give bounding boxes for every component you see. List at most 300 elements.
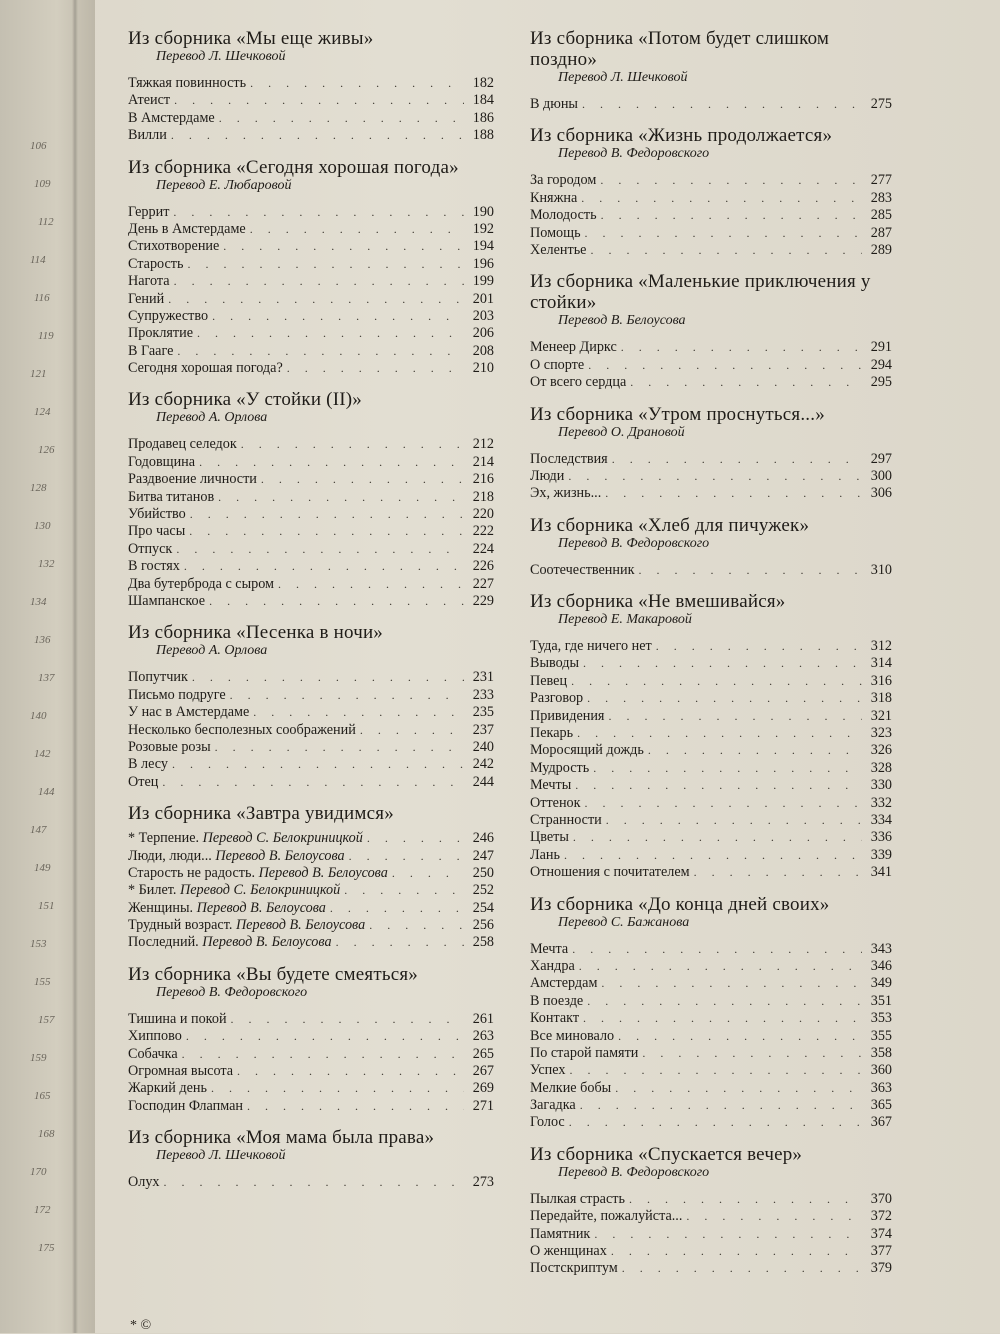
entry-title: Стихотворение bbox=[128, 238, 220, 255]
toc-section bbox=[530, 271, 892, 391]
entry-title: Постскриптум bbox=[530, 1260, 618, 1277]
entry-title: Попутчик bbox=[128, 669, 188, 686]
section-title: Из сборника «До конца дней своих» bbox=[530, 893, 830, 915]
toc-entry[interactable] bbox=[128, 221, 494, 238]
page-number: 256 bbox=[472, 917, 494, 934]
entry-title: Передайте, пожалуйста... bbox=[530, 1208, 683, 1225]
entry-title: Нагота bbox=[128, 273, 170, 290]
toc-entry[interactable] bbox=[530, 1010, 892, 1027]
page-number: 247 bbox=[472, 847, 494, 864]
toc-section bbox=[530, 591, 892, 881]
dot-leader bbox=[173, 204, 464, 221]
facing-page-number: 121 bbox=[30, 368, 47, 380]
entry-translator: Перевод С. Белокриницкой bbox=[202, 830, 363, 847]
dot-leader bbox=[174, 273, 464, 290]
toc-entry[interactable] bbox=[128, 360, 494, 377]
toc-entry[interactable] bbox=[530, 190, 892, 207]
entry-title: Старость bbox=[128, 255, 184, 272]
toc-entry[interactable] bbox=[530, 690, 892, 707]
dot-leader bbox=[572, 941, 862, 958]
dot-leader bbox=[622, 1260, 862, 1277]
toc-entry[interactable] bbox=[128, 110, 494, 127]
toc-entry[interactable] bbox=[530, 673, 892, 690]
entry-title: Шампанское bbox=[128, 592, 206, 609]
page-number: 199 bbox=[472, 273, 494, 290]
section-translator: Перевод Л. Шечковой bbox=[558, 70, 688, 85]
dot-leader bbox=[197, 325, 464, 342]
page-number: 330 bbox=[870, 777, 892, 794]
entry-title: В Гааге bbox=[128, 342, 174, 359]
entry-translator: Перевод В. Белоусова bbox=[202, 934, 332, 951]
entry-title: Эх, жизнь... bbox=[530, 485, 602, 502]
toc-entry[interactable] bbox=[128, 882, 494, 899]
dot-leader bbox=[211, 1080, 464, 1097]
page-number: 269 bbox=[472, 1080, 494, 1097]
entry-title: За городом bbox=[530, 172, 597, 189]
facing-page-number: 155 bbox=[34, 976, 51, 988]
entry-title: Письмо подруге bbox=[128, 686, 226, 703]
toc-entry[interactable] bbox=[128, 576, 494, 593]
page-fold-shadow bbox=[72, 0, 78, 1333]
dot-leader bbox=[642, 1045, 862, 1062]
facing-page-number: 132 bbox=[38, 558, 55, 570]
facing-page-number: 119 bbox=[38, 330, 54, 342]
toc-entry[interactable] bbox=[128, 1046, 494, 1063]
page-number: 334 bbox=[870, 811, 892, 828]
dot-leader bbox=[581, 190, 862, 207]
dot-leader bbox=[585, 225, 862, 242]
entry-title: В поезде bbox=[530, 992, 584, 1009]
dot-leader bbox=[199, 454, 464, 471]
toc-entry[interactable] bbox=[530, 374, 892, 391]
section-translator: Перевод Л. Шечковой bbox=[156, 49, 286, 64]
toc-entry[interactable] bbox=[530, 485, 892, 502]
toc-entry[interactable] bbox=[530, 1260, 892, 1277]
toc-entry[interactable] bbox=[128, 1011, 494, 1028]
page-number: 222 bbox=[472, 523, 494, 540]
toc-entry[interactable] bbox=[128, 471, 494, 488]
page-number: 310 bbox=[870, 561, 892, 578]
entry-translator: Перевод С. Белокриницкой bbox=[179, 882, 341, 899]
dot-leader bbox=[187, 256, 464, 273]
entry-title: Хандра bbox=[530, 957, 575, 974]
toc-entry[interactable] bbox=[128, 934, 494, 951]
entry-title: Атеист bbox=[128, 92, 171, 109]
entry-title: В Амстердаме bbox=[128, 109, 215, 126]
toc-entry[interactable] bbox=[530, 864, 892, 881]
dot-leader bbox=[564, 847, 862, 864]
section-translator: Перевод В. Федоровского bbox=[156, 984, 308, 1000]
toc-entry[interactable] bbox=[530, 1062, 892, 1079]
page-number: 379 bbox=[870, 1260, 892, 1277]
toc-section bbox=[530, 515, 892, 579]
dot-leader bbox=[184, 558, 464, 575]
entry-title: Помощь bbox=[530, 224, 581, 241]
section-translator: Перевод Л. Шечковой bbox=[156, 1148, 286, 1164]
toc-entry[interactable] bbox=[128, 704, 494, 721]
dot-leader bbox=[241, 436, 464, 453]
toc-entry[interactable] bbox=[128, 273, 494, 290]
facing-page-number: 106 bbox=[30, 140, 47, 152]
entry-title: Супружество bbox=[128, 307, 209, 324]
toc-entry[interactable] bbox=[530, 1080, 892, 1097]
dot-leader bbox=[608, 708, 862, 725]
toc-entry[interactable] bbox=[530, 339, 892, 356]
dot-leader bbox=[164, 1174, 464, 1191]
footnote-mark: * © bbox=[130, 1318, 152, 1333]
dot-leader bbox=[223, 238, 464, 255]
entry-title: * Терпение. Перевод С. Белокриницкой bbox=[128, 830, 363, 847]
toc-entry[interactable] bbox=[530, 975, 892, 992]
toc-entry[interactable] bbox=[530, 357, 892, 374]
entry-title: Амстердам bbox=[530, 975, 598, 992]
page-number: 285 bbox=[870, 207, 892, 224]
page-number: 201 bbox=[472, 290, 494, 307]
dot-leader bbox=[601, 207, 862, 224]
dot-leader bbox=[629, 1191, 862, 1208]
toc-entry[interactable] bbox=[128, 291, 494, 308]
toc-entry[interactable] bbox=[128, 204, 494, 221]
entry-title: Гений bbox=[128, 290, 165, 307]
toc-entry[interactable] bbox=[530, 708, 892, 725]
toc-entry[interactable] bbox=[530, 207, 892, 224]
toc-entry[interactable] bbox=[128, 92, 494, 109]
page-number: 339 bbox=[870, 846, 892, 863]
dot-leader bbox=[569, 1062, 862, 1079]
page-number: 242 bbox=[472, 756, 494, 773]
section-translator: Перевод В. Белоусова bbox=[558, 313, 686, 329]
entry-title: Туда, где ничего нет bbox=[530, 638, 652, 655]
toc-entry[interactable] bbox=[530, 1045, 892, 1062]
dot-leader bbox=[171, 127, 464, 144]
section-title: Из сборника «Маленькие приключения у стойки» bbox=[530, 271, 871, 314]
toc-entry[interactable] bbox=[128, 865, 494, 882]
page-number: 210 bbox=[472, 360, 494, 377]
toc-entry[interactable] bbox=[128, 1063, 494, 1080]
toc-entry[interactable] bbox=[530, 958, 892, 975]
page-number: 365 bbox=[870, 1097, 892, 1114]
section-translator: Перевод О. Драновой bbox=[558, 424, 685, 440]
toc-entry[interactable] bbox=[128, 1028, 494, 1045]
entry-title: Отношения с почитателем bbox=[530, 864, 690, 881]
page-number: 182 bbox=[472, 75, 494, 91]
toc-entry[interactable] bbox=[530, 96, 892, 113]
section-translator: Перевод А. Орлова bbox=[156, 643, 268, 659]
section-translator: Перевод В. Федоровского bbox=[558, 1164, 710, 1180]
facing-page-number: 159 bbox=[30, 1052, 47, 1064]
entry-title: Трудный возраст. Перевод В. Белоусова bbox=[128, 917, 366, 934]
entry-title: Сегодня хорошая погода? bbox=[128, 360, 283, 377]
page-number: 194 bbox=[472, 238, 494, 255]
toc-section bbox=[128, 157, 494, 378]
section-translator: Перевод В. Федоровского bbox=[558, 146, 710, 162]
toc-entry[interactable] bbox=[128, 830, 494, 847]
entry-title: День в Амстердаме bbox=[128, 220, 246, 237]
entry-title: Тяжкая повинность bbox=[128, 75, 247, 91]
entry-translator: Перевод В. Белоусова bbox=[215, 847, 345, 864]
entry-title: Выводы bbox=[530, 655, 580, 672]
toc-entry[interactable] bbox=[128, 506, 494, 523]
toc-entry[interactable] bbox=[530, 1208, 892, 1225]
toc-entry[interactable] bbox=[128, 739, 494, 756]
page-number: 287 bbox=[870, 224, 892, 241]
toc-entry[interactable] bbox=[530, 562, 892, 579]
toc-section bbox=[530, 894, 892, 1132]
page-number: 244 bbox=[472, 773, 494, 790]
toc-entry[interactable] bbox=[530, 468, 892, 485]
entry-title: * Билет. Перевод С. Белокриницкой bbox=[128, 882, 341, 899]
toc-entry[interactable] bbox=[128, 127, 494, 144]
toc-entry[interactable] bbox=[530, 777, 892, 794]
toc-entry[interactable] bbox=[128, 308, 494, 325]
toc-entry[interactable] bbox=[530, 993, 892, 1010]
facing-page-number: 147 bbox=[30, 824, 47, 836]
dot-leader bbox=[577, 725, 862, 742]
facing-page-number: 172 bbox=[34, 1204, 51, 1216]
facing-page-gutter bbox=[0, 0, 95, 1333]
page-number: 318 bbox=[870, 690, 892, 707]
page-number: 372 bbox=[870, 1208, 892, 1225]
toc-entry[interactable] bbox=[530, 655, 892, 672]
entry-translator: Перевод В. Белоусова bbox=[196, 899, 326, 916]
entry-title: Мелкие бобы bbox=[530, 1079, 612, 1096]
toc-entry[interactable] bbox=[530, 760, 892, 777]
section-title: Из сборника «Мы еще живы» bbox=[128, 28, 374, 49]
entry-title: Собачка bbox=[128, 1045, 178, 1062]
dot-leader bbox=[250, 75, 464, 92]
dot-leader bbox=[250, 221, 464, 238]
dot-leader bbox=[189, 523, 464, 540]
facing-page-number: 109 bbox=[34, 178, 51, 190]
dot-leader bbox=[638, 562, 862, 579]
entry-title: Лань bbox=[530, 846, 560, 863]
toc-entry[interactable] bbox=[530, 638, 892, 655]
toc-entry[interactable] bbox=[530, 812, 892, 829]
dot-leader bbox=[212, 308, 464, 325]
dot-leader bbox=[601, 975, 862, 992]
entry-title: Загадка bbox=[530, 1097, 576, 1114]
toc-entry[interactable] bbox=[128, 256, 494, 273]
section-title: Из сборника «Сегодня хорошая погода» bbox=[128, 156, 459, 178]
toc-entry[interactable] bbox=[128, 1098, 494, 1115]
section-title: Из сборника «Утром проснуться...» bbox=[530, 403, 825, 425]
page-number: 316 bbox=[870, 672, 892, 689]
entry-translator: Перевод В. Белоусова bbox=[258, 864, 388, 881]
entry-title: В лесу bbox=[128, 756, 168, 773]
page-number: 336 bbox=[870, 829, 892, 846]
toc-entry[interactable] bbox=[128, 593, 494, 610]
toc-entry[interactable] bbox=[128, 756, 494, 773]
entry-title: Люди bbox=[530, 467, 565, 484]
toc-entry[interactable] bbox=[530, 941, 892, 958]
toc-entry[interactable] bbox=[128, 687, 494, 704]
toc-entry[interactable] bbox=[530, 1097, 892, 1114]
toc-entry[interactable] bbox=[128, 848, 494, 865]
entry-title: О спорте bbox=[530, 356, 585, 373]
entry-title: Последствия bbox=[530, 450, 608, 467]
page-number: 218 bbox=[472, 488, 494, 505]
toc-entry[interactable] bbox=[128, 343, 494, 360]
section-title: Из сборника «Потом будет слишком поздно» bbox=[530, 28, 830, 70]
toc-section bbox=[128, 389, 494, 610]
dot-leader bbox=[605, 485, 862, 502]
entry-title: В дюны bbox=[530, 96, 578, 112]
page-number: 240 bbox=[472, 738, 494, 755]
toc-entry[interactable] bbox=[530, 1243, 892, 1260]
page-number: 343 bbox=[870, 940, 892, 957]
dot-leader bbox=[344, 882, 464, 899]
toc-entry[interactable] bbox=[530, 1226, 892, 1243]
toc-entry[interactable] bbox=[128, 722, 494, 739]
entry-title: Люди, люди... Перевод В. Белоусова bbox=[128, 847, 345, 864]
page-number: 258 bbox=[472, 934, 494, 951]
page-number: 358 bbox=[870, 1044, 892, 1061]
dot-leader bbox=[606, 812, 862, 829]
page-number: 332 bbox=[870, 794, 892, 811]
dot-leader bbox=[571, 673, 862, 690]
entry-title: Странности bbox=[530, 811, 602, 828]
dot-leader bbox=[219, 110, 464, 127]
entry-title: Годовщина bbox=[128, 453, 196, 470]
dot-leader bbox=[230, 687, 464, 704]
page-number: 326 bbox=[870, 742, 892, 759]
entry-title: Тишина и покой bbox=[128, 1010, 227, 1027]
facing-page-number: 126 bbox=[38, 444, 55, 456]
page-number: 283 bbox=[870, 189, 892, 206]
toc-entry[interactable] bbox=[128, 1174, 494, 1191]
page-number: 196 bbox=[472, 255, 494, 272]
toc-entry[interactable] bbox=[128, 1080, 494, 1097]
section-translator: Перевод Е. Макаровой bbox=[558, 612, 692, 628]
page-number: 208 bbox=[472, 342, 494, 359]
page-number: 265 bbox=[472, 1045, 494, 1062]
facing-page-number: 134 bbox=[30, 596, 47, 608]
toc-entry[interactable] bbox=[128, 436, 494, 453]
dot-leader bbox=[287, 360, 464, 377]
page-number: 184 bbox=[472, 92, 494, 109]
page-number: 289 bbox=[870, 241, 892, 258]
toc-section bbox=[128, 964, 494, 1115]
page-number: 229 bbox=[472, 592, 494, 609]
page-number: 220 bbox=[472, 506, 494, 523]
section-title: Из сборника «Жизнь продолжается» bbox=[530, 125, 833, 147]
toc-entry[interactable] bbox=[128, 917, 494, 934]
toc-entry[interactable] bbox=[530, 242, 892, 259]
entry-title: Привидения bbox=[530, 707, 605, 724]
page-number: 188 bbox=[472, 127, 494, 144]
page-number: 233 bbox=[472, 686, 494, 703]
page-number: 250 bbox=[472, 864, 494, 881]
section-title: Из сборника «Вы будете смеяться» bbox=[128, 963, 418, 985]
facing-page-number: 170 bbox=[30, 1166, 47, 1178]
toc-entry[interactable] bbox=[128, 900, 494, 917]
entry-title: Мечта bbox=[530, 940, 569, 957]
entry-title: О женщинах bbox=[530, 1243, 607, 1260]
entry-title: Старость не радость. Перевод В. Белоусова bbox=[128, 864, 388, 881]
dot-leader bbox=[336, 934, 464, 951]
page-number: 273 bbox=[472, 1174, 494, 1191]
section-title: Из сборника «У стойки (II)» bbox=[128, 389, 362, 411]
page-number: 297 bbox=[870, 450, 892, 467]
toc-entry[interactable] bbox=[530, 172, 892, 189]
facing-page-number: 114 bbox=[30, 254, 46, 266]
entry-title: Пекарь bbox=[530, 725, 574, 742]
toc-entry[interactable] bbox=[128, 454, 494, 471]
dot-leader bbox=[247, 1098, 464, 1115]
toc-entry[interactable] bbox=[530, 847, 892, 864]
entry-title: По старой памяти bbox=[530, 1044, 639, 1061]
dot-leader bbox=[192, 669, 464, 686]
toc-entry[interactable] bbox=[128, 75, 494, 92]
entry-title: От всего сердца bbox=[530, 374, 627, 391]
toc-entry[interactable] bbox=[530, 1114, 892, 1131]
facing-page-number: 116 bbox=[34, 292, 50, 304]
entry-title: Мудрость bbox=[530, 759, 590, 776]
page-number: 263 bbox=[472, 1028, 494, 1045]
toc-entry[interactable] bbox=[530, 1028, 892, 1045]
dot-leader bbox=[615, 1080, 862, 1097]
entry-title: Отец bbox=[128, 773, 159, 790]
dot-leader bbox=[369, 917, 464, 934]
toc-entry[interactable] bbox=[128, 238, 494, 255]
toc-entry[interactable] bbox=[530, 1191, 892, 1208]
dot-leader bbox=[590, 242, 862, 259]
page-number: 192 bbox=[472, 220, 494, 237]
toc-entry[interactable] bbox=[128, 489, 494, 506]
entry-title: Мечты bbox=[530, 777, 572, 794]
page-number: 323 bbox=[870, 725, 892, 742]
entry-title: Голос bbox=[530, 1114, 565, 1131]
toc-entry[interactable] bbox=[128, 558, 494, 575]
page-number: 206 bbox=[472, 325, 494, 342]
toc-entry[interactable] bbox=[128, 325, 494, 342]
dot-leader bbox=[600, 172, 862, 189]
page-number: 353 bbox=[870, 1010, 892, 1027]
entry-title: Вилли bbox=[128, 127, 167, 144]
entry-title: Раздвоение личности bbox=[128, 471, 257, 488]
dot-leader bbox=[569, 1114, 862, 1131]
dot-leader bbox=[330, 900, 464, 917]
dot-leader bbox=[349, 848, 464, 865]
toc-entry[interactable] bbox=[530, 742, 892, 759]
page-number: 203 bbox=[472, 307, 494, 324]
toc-section bbox=[128, 622, 494, 791]
toc-entry[interactable] bbox=[530, 795, 892, 812]
toc-entry[interactable] bbox=[530, 829, 892, 846]
entry-title: Геррит bbox=[128, 203, 170, 220]
facing-page-number: 144 bbox=[38, 786, 55, 798]
toc-entry[interactable] bbox=[530, 225, 892, 242]
page-number: 235 bbox=[472, 704, 494, 721]
dot-leader bbox=[176, 541, 464, 558]
toc-entry[interactable] bbox=[530, 451, 892, 468]
dot-leader bbox=[580, 1097, 862, 1114]
page-number: 341 bbox=[870, 864, 892, 881]
facing-page-number: 137 bbox=[38, 672, 55, 684]
entry-title: Моросящий дождь bbox=[530, 742, 644, 759]
toc-entry[interactable] bbox=[128, 523, 494, 540]
page-number: 267 bbox=[472, 1063, 494, 1080]
entry-title: Огромная высота bbox=[128, 1063, 234, 1080]
toc-entry[interactable] bbox=[128, 669, 494, 686]
toc-entry[interactable] bbox=[128, 774, 494, 791]
page-number: 224 bbox=[472, 540, 494, 557]
page-number: 349 bbox=[870, 975, 892, 992]
toc-entry[interactable] bbox=[128, 541, 494, 558]
entry-title: Контакт bbox=[530, 1010, 580, 1027]
toc-entry[interactable] bbox=[530, 725, 892, 742]
section-title: Из сборника «Хлеб для пичужек» bbox=[530, 514, 810, 536]
